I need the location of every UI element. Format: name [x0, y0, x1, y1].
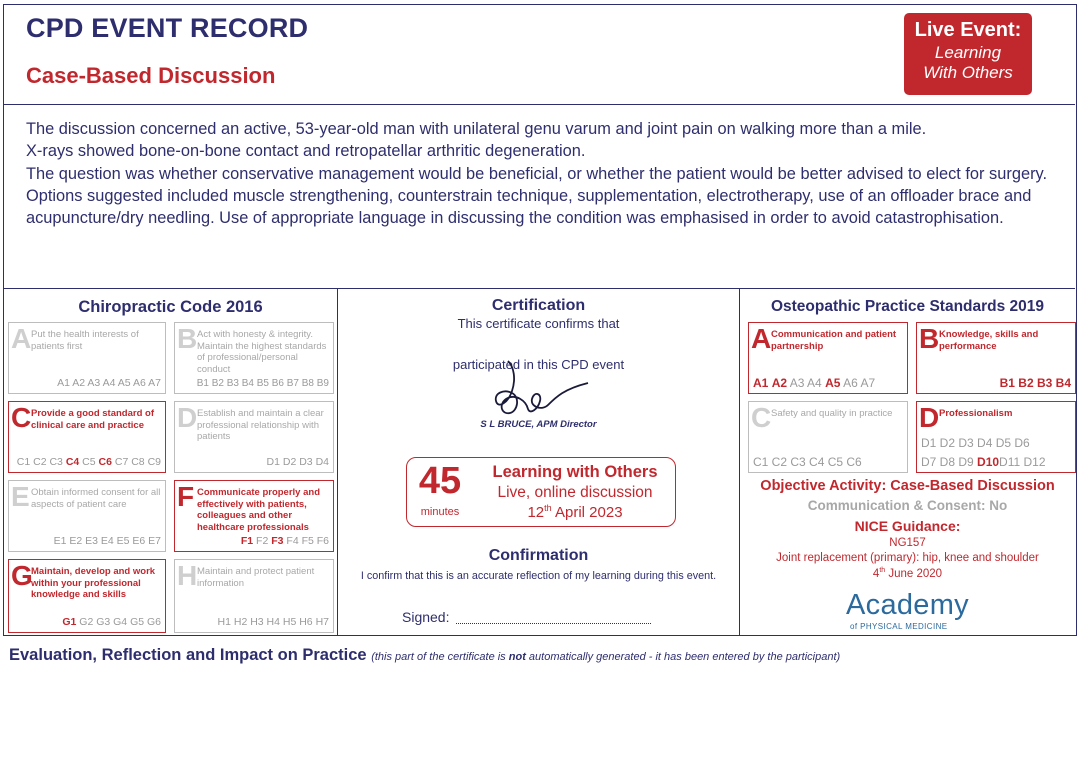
certification-sub: This certificate confirms that: [457, 316, 620, 331]
osteo-codes-d-row2: [921, 457, 1046, 469]
chiro-codes-g: [62, 617, 161, 629]
chiro-codes-a: A1 A2 A3 A4 A5 A6 A7: [57, 377, 161, 390]
live-event-badge: [904, 13, 1032, 95]
chiro-codes-e: E1 E2 E3 E4 E5 E6 E7: [53, 535, 161, 548]
communication-consent: Communication & Consent: No: [807, 498, 1008, 513]
osteo-codes-d-row1: D1 D2 D3 D4 D5 D6: [921, 436, 1030, 451]
chiro-letter-g: G: [11, 560, 33, 591]
confirmation-text: I confirm that this is an accurate reflection of my learning during this event.: [360, 570, 717, 582]
osteo-letter-c: C: [751, 402, 772, 433]
chiropractic-column: [4, 289, 338, 636]
minutes-label: minutes: [420, 506, 460, 518]
chiro-letter-c: C: [11, 402, 32, 433]
header: [4, 5, 1075, 105]
date-rest: April 2023: [551, 504, 623, 521]
code-selected: F3: [271, 535, 284, 548]
certificate-frame: [3, 4, 1077, 636]
code-selected: A5: [825, 376, 841, 391]
chiro-codes-b: B1 B2 B3 B4 B5 B6 B7 B8 B9: [196, 378, 329, 390]
chiro-text-a: Put the health interests of patients first: [31, 329, 139, 352]
osteo-codes-b: B1 B2 B3 B4: [999, 376, 1071, 391]
chiro-box-f: [174, 480, 334, 552]
event-date: [477, 503, 673, 521]
chiro-letter-d: D: [177, 402, 198, 433]
osteo-box-b: [916, 322, 1076, 394]
osteo-text-c: Safety and quality in practice: [771, 408, 893, 419]
code-selected: D10: [977, 455, 1000, 470]
signed-label: Signed:: [402, 609, 450, 625]
osteo-text-d: Professionalism: [939, 408, 1013, 419]
signatory-name: S L BRUCE, APM Director: [480, 419, 597, 430]
standards-section: [4, 288, 1075, 635]
objective-activity: Objective Activity: Case-Based Discussion: [760, 478, 1055, 494]
live-event-label: Live Event:: [914, 19, 1022, 41]
code-selected: C4: [65, 456, 80, 469]
code-text: D7 D8 D9: [921, 455, 978, 470]
chiro-letter-h: H: [177, 560, 198, 591]
chiro-codes-d: D1 D2 D3 D4: [266, 456, 329, 469]
chiro-box-c: [8, 401, 166, 473]
nice-guidance-code: NG157: [889, 537, 926, 549]
osteo-codes-c: C1 C2 C3 C4 C5 C6: [753, 455, 862, 470]
chiro-letter-e: E: [11, 481, 30, 512]
chiro-text-b: Act with honesty & integrity. Maintain the highest standards of professional/personal conduct: [197, 329, 327, 375]
osteo-letter-a: A: [751, 323, 772, 354]
note-text: (this part of the certificate is: [371, 651, 509, 663]
code-selected: A1: [753, 376, 769, 391]
osteo-codes-a: [753, 378, 875, 390]
evaluation-title: Evaluation, Reflection and Impact on Practice: [9, 646, 367, 664]
chiro-box-a: [8, 322, 166, 394]
nice-date-suffix: th: [879, 567, 886, 574]
chiro-box-h: [174, 559, 334, 633]
chiro-box-b: [174, 322, 334, 394]
code-text: C5: [79, 456, 99, 469]
chiro-text-g: Maintain, develop and work within your professional knowledge and skills: [31, 566, 156, 601]
date-day: 12: [527, 504, 545, 521]
nice-guidance-title-text: Joint replacement (primary): hip, knee and shoulder: [776, 552, 1039, 564]
osteo-letter-d: D: [919, 402, 940, 433]
learning-box: [406, 457, 676, 527]
nice-guidance-date: [740, 567, 1075, 580]
code-text: A3 A4: [787, 376, 826, 391]
chiro-heading: Chiropractic Code 2016: [78, 298, 263, 316]
osteo-box-c: [748, 401, 908, 473]
academy-logo: [846, 589, 1006, 635]
code-selected: G1: [62, 616, 77, 629]
chiro-text-c: Provide a good standard of clinical care and practice: [31, 408, 154, 431]
nice-date-rest: June 2020: [885, 567, 943, 580]
code-selected: A2: [771, 376, 788, 391]
code-text: F2: [253, 535, 272, 548]
record-subtitle: Case-Based Discussion: [26, 63, 276, 88]
note-text: automatically generated - it has been entered by the participant): [525, 651, 841, 663]
osteopathic-column: [740, 289, 1075, 636]
confirmation-title: Confirmation: [488, 547, 589, 564]
note-not: not: [508, 651, 526, 663]
chiro-box-g: [8, 559, 166, 633]
code-selected: F1: [240, 535, 254, 548]
osteo-box-d: [916, 401, 1076, 473]
evaluation-note: [371, 651, 840, 663]
code-selected: C6: [98, 456, 112, 469]
chiro-box-d: [174, 401, 334, 473]
certification-title: Certification: [491, 297, 586, 314]
osteo-box-a: [748, 322, 908, 394]
code-text: A6 A7: [840, 376, 876, 391]
live-event-sub-1: Learning: [934, 43, 1002, 62]
chiro-text-f: Communicate properly and effectively with patients, colleagues and other healthcare professionals: [197, 487, 320, 533]
osteo-text-a: Communication and patient partnership: [771, 329, 897, 352]
osteo-heading: Osteopathic Practice Standards 2019: [770, 298, 1045, 315]
chiro-text-d: Establish and maintain a clear professional relationship with patients: [197, 408, 324, 443]
evaluation-heading: [9, 646, 840, 665]
chiro-letter-b: B: [177, 323, 198, 354]
signature: [468, 359, 608, 421]
record-title: CPD EVENT RECORD: [26, 13, 309, 43]
logo-subtext: of PHYSICAL MEDICINE: [850, 622, 948, 631]
minutes-number: 45: [418, 460, 462, 502]
chiro-text-h: Maintain and protect patient information: [197, 566, 315, 589]
learning-title: Learning with Others: [492, 463, 658, 481]
code-text: G2 G3 G4 G5 G6: [76, 616, 161, 629]
chiro-codes-c: [17, 457, 161, 469]
date-suffix: th: [544, 503, 552, 513]
code-text: F4 F5 F6: [283, 535, 329, 548]
chiro-codes-h: H1 H2 H3 H4 H5 H6 H7: [217, 616, 329, 629]
chiro-text-e: Obtain informed consent for all aspects of patient care: [31, 487, 161, 510]
logo-text: Academy: [846, 589, 969, 621]
description-paragraph: The discussion concerned an active, 53-year-old man with unilateral genu varum and joint pain on walking more than a mile.: [26, 120, 927, 138]
chiro-box-e: [8, 480, 166, 552]
discussion-description: [26, 118, 1066, 229]
osteo-letter-b: B: [919, 323, 940, 354]
code-text: D11 D12: [999, 455, 1046, 470]
description-paragraph: X-rays showed bone-on-bone contact and retropatellar arthritic degeneration.: [26, 142, 586, 161]
live-event-sub-2: With Others: [923, 63, 1013, 82]
learning-subtitle: Live, online discussion: [497, 484, 653, 501]
description-paragraph: Options suggested included muscle strengthening, counterstrain technique, supplementation, electrotherapy, use of an offloader brace and acupuncture/dry needling. Use of appropriate language in discussing the condition was emphasised in order to avoid catastrophisation.: [26, 186, 1032, 228]
osteo-text-b: Knowledge, skills and performance: [939, 329, 1039, 352]
signature-line[interactable]: [456, 623, 651, 624]
chiro-letter-a: A: [11, 323, 32, 354]
code-text: C7 C8 C9: [111, 456, 161, 469]
chiro-letter-f: F: [177, 481, 195, 512]
nice-date-day: 4: [872, 567, 880, 580]
certification-column: [338, 289, 740, 636]
nice-guidance-title: NICE Guidance:: [854, 518, 961, 534]
chiro-codes-f: [241, 536, 329, 548]
participated-text: participated in this CPD event: [452, 357, 625, 372]
description-paragraph: The question was whether conservative management would be beneficial, or whether the patient would be better advised to elect for surgery.: [26, 164, 1048, 183]
code-text: C1 C2 C3: [16, 456, 66, 469]
